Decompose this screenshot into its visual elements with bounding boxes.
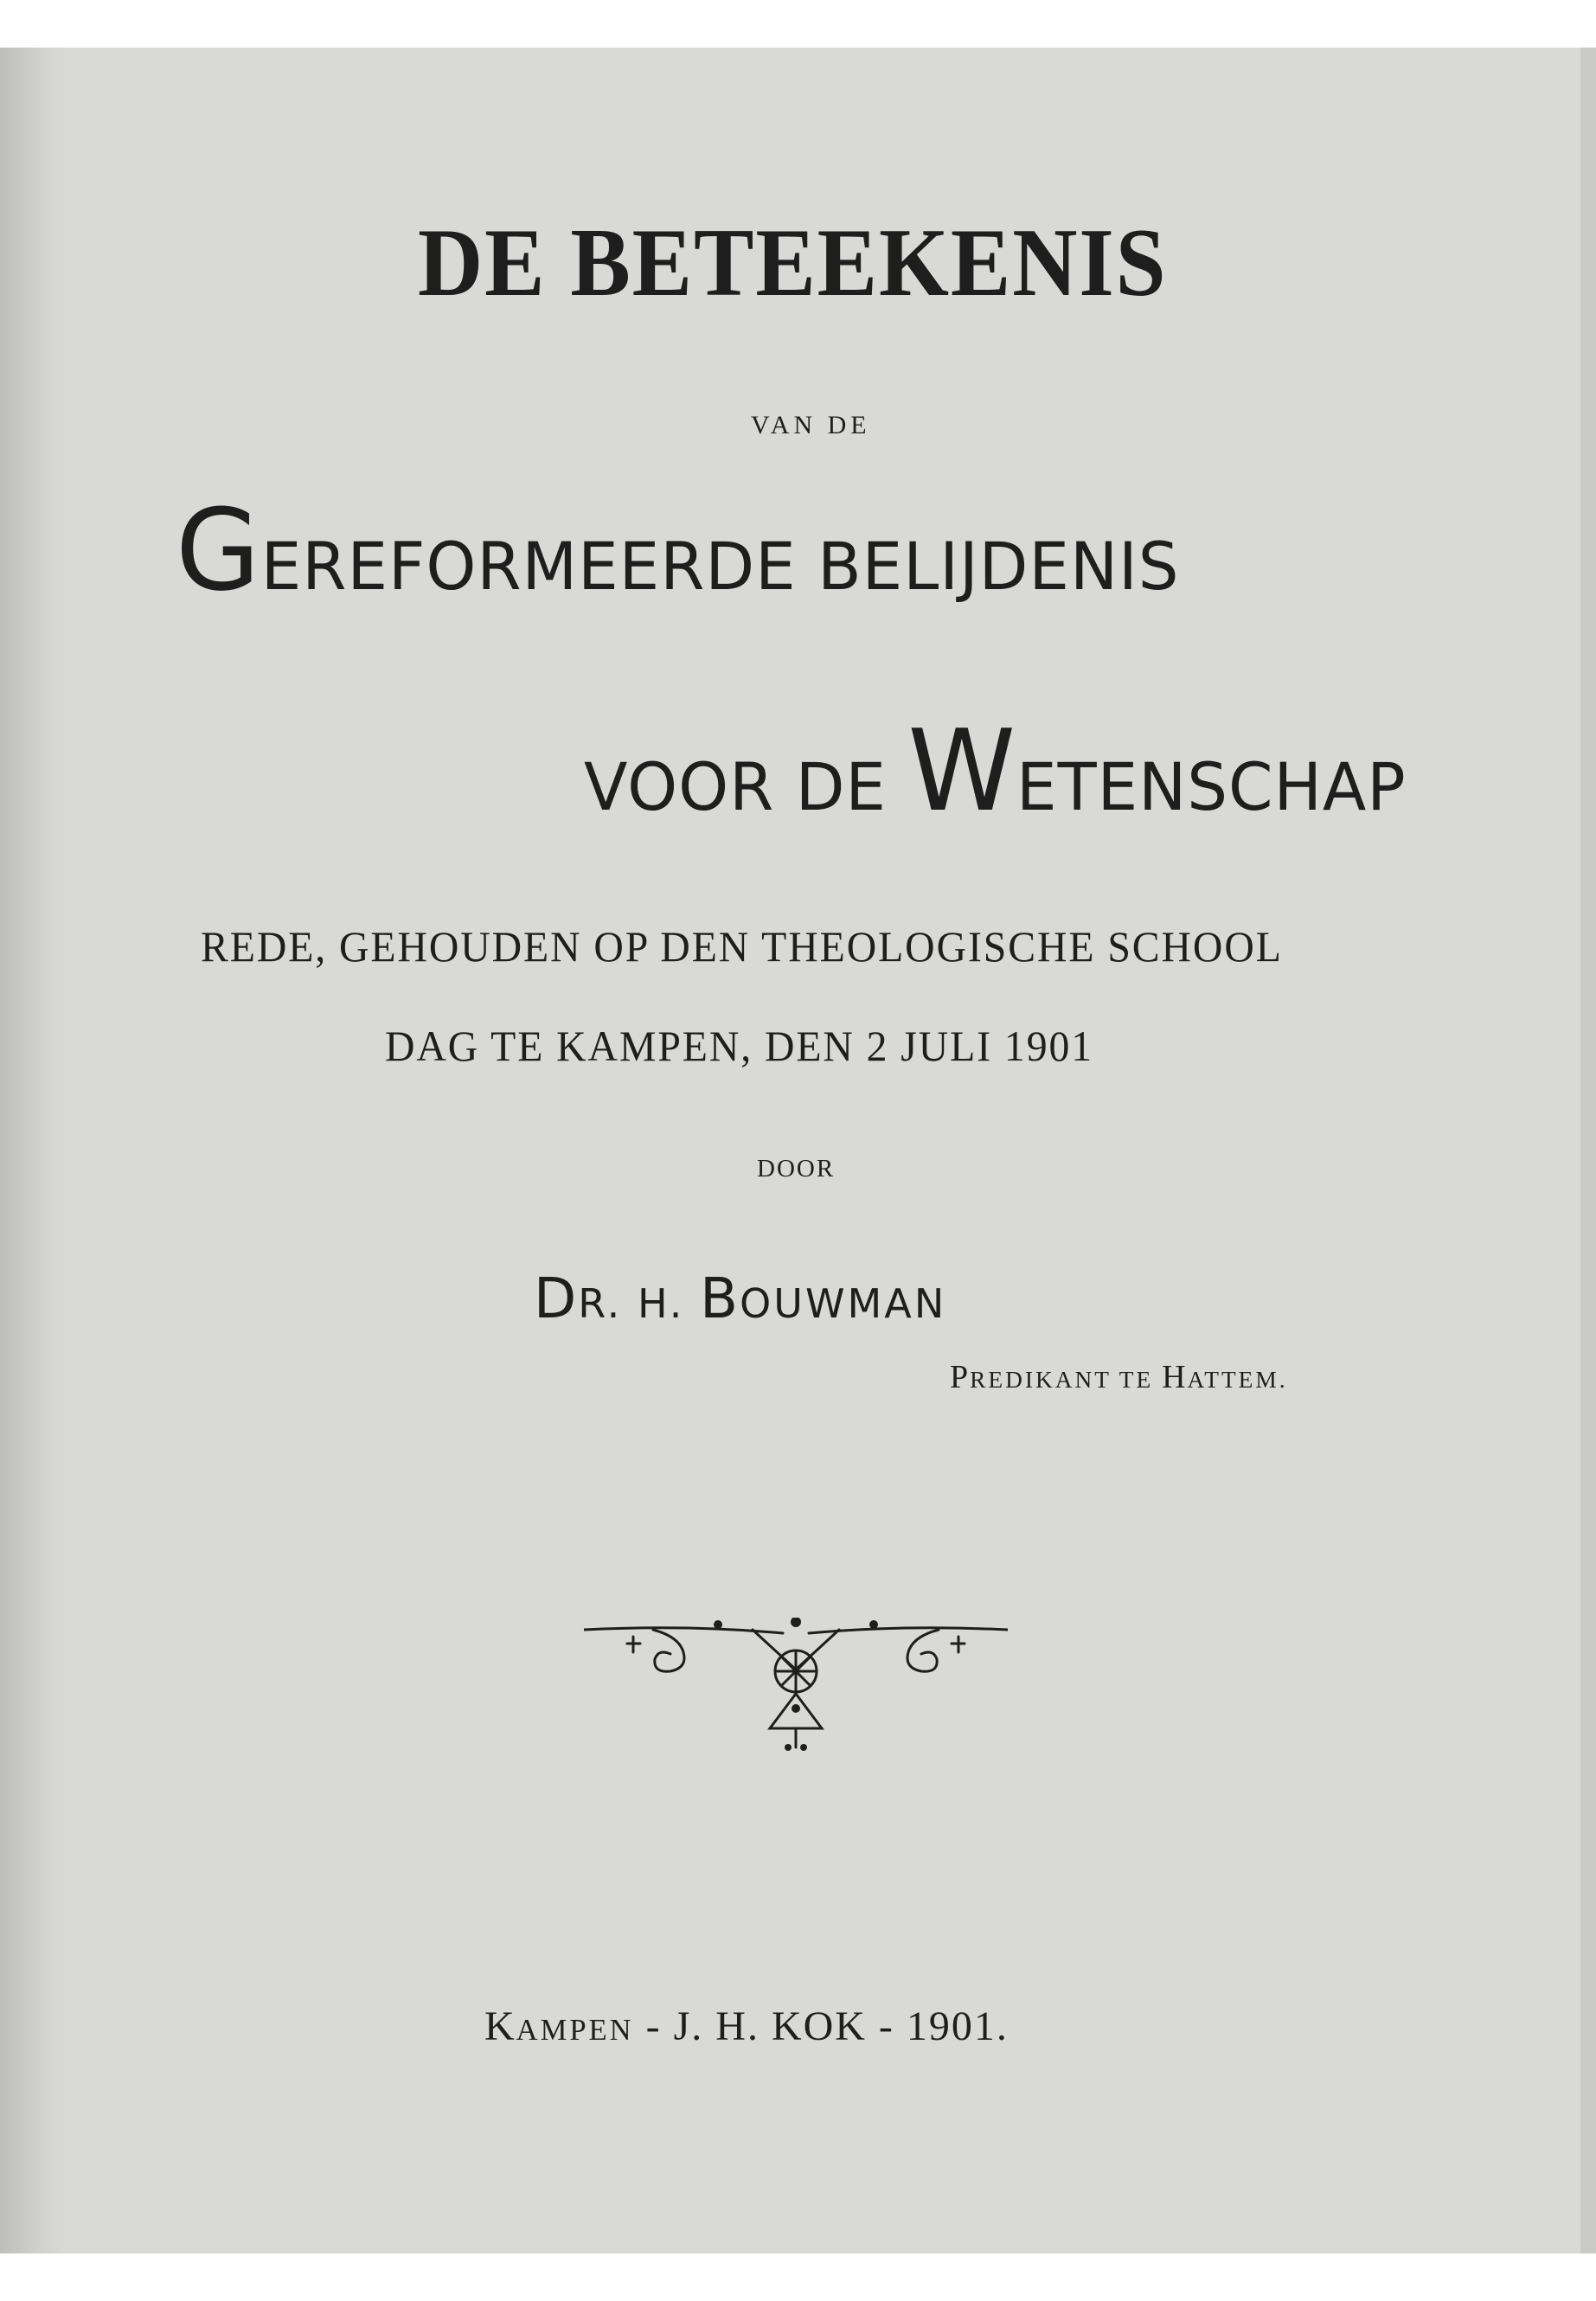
title-line-wetenschap-lead: VOOR DE xyxy=(584,748,908,825)
title-line-gereformeerde-text: EREFORMEERDE BELIJDENIS xyxy=(260,528,1180,605)
subtitle-line-1: REDE, GEHOUDEN OP DEN THEOLOGISCHE SCHOOL xyxy=(201,922,1283,971)
title-initial-w: W xyxy=(907,705,1017,836)
title-connector: VAN DE xyxy=(751,411,871,439)
author-name-part-2: OUWMAN xyxy=(740,1280,947,1327)
by-label: DOOR xyxy=(757,1155,836,1183)
author-role-initial-p: P xyxy=(950,1359,971,1395)
imprint-city: AMPEN xyxy=(516,2014,634,2047)
author-name xyxy=(534,1267,946,1331)
subtitle-line-2: DAG TE KAMPEN, DEN 2 JULI 1901 xyxy=(385,1022,1094,1070)
scanned-title-page xyxy=(0,48,1596,2253)
title-line-gereformeerde xyxy=(176,484,1180,616)
spine-shadow xyxy=(0,48,65,2253)
author-name-part-1: R. H. xyxy=(578,1280,701,1327)
author-initial-b: B xyxy=(700,1267,740,1331)
title-line-wetenschap xyxy=(584,705,1407,836)
author-role xyxy=(950,1358,1288,1396)
title-line-wetenschap-text: ETENSCHAP xyxy=(1016,748,1407,825)
author-role-part-1: REDIKANT TE xyxy=(970,1367,1163,1393)
printers-ornament-icon xyxy=(584,1618,1008,1756)
title-initial-g: G xyxy=(176,484,261,616)
author-role-initial-h: H xyxy=(1162,1359,1188,1395)
author-role-part-2: ATTEM. xyxy=(1187,1367,1288,1393)
imprint xyxy=(484,2003,1009,2050)
page-edge xyxy=(1580,48,1596,2253)
imprint-initial-k: K xyxy=(484,2003,516,2049)
author-initial-d: D xyxy=(534,1267,579,1331)
imprint-publisher-year: - J. H. KOK - 1901. xyxy=(633,2003,1009,2049)
main-title: DE BETEEKENIS xyxy=(418,209,1168,317)
